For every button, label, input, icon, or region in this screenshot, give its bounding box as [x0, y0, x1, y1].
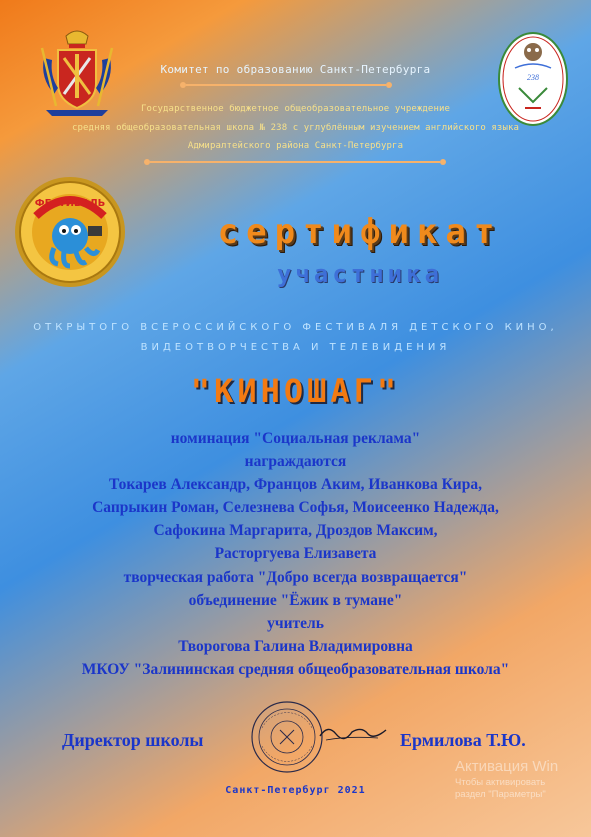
- participants-line-3: Сафокина Маргарита, Дроздов Максим,: [153, 522, 438, 539]
- ornament-dot: [180, 82, 186, 88]
- school-line-1: Государственное бюджетное общеобразовательное учреждение: [140, 104, 451, 114]
- watermark-title: Активация Win: [455, 758, 559, 775]
- festival-description-line-2: ВИДЕОТВОРЧЕСТВА И ТЕЛЕВИДЕНИЯ: [140, 342, 451, 353]
- ornament-dot: [386, 82, 392, 88]
- work-title-line: творческая работа "Добро всегда возвращается": [123, 569, 468, 586]
- certificate-subtitle: участника: [276, 260, 444, 288]
- participants-line-4: Расторгуева Елизавета: [214, 545, 377, 562]
- festival-badge: [14, 176, 126, 288]
- school-line-2: средняя общеобразовательная школа № 238 с углублённым изучением английского языка: [72, 123, 519, 133]
- ornament-divider: [150, 161, 440, 163]
- teacher-name: Творогова Галина Владимировна: [178, 638, 413, 655]
- participants-line-2: Сапрыкин Роман, Селезнева Софья, Моисеенко Надежда,: [92, 499, 499, 516]
- participants-line-1: Токарев Александр, Францов Аким, Иванкова Кира,: [109, 476, 482, 493]
- city-year: Санкт-Петербург 2021: [225, 785, 366, 796]
- director-name: Ермилова Т.Ю.: [400, 730, 526, 750]
- teacher-label: учитель: [267, 615, 324, 632]
- certificate-title: сертификат: [217, 212, 503, 252]
- nomination-line: номинация "Социальная реклама": [170, 430, 421, 447]
- school-logo-number: 238: [527, 73, 539, 82]
- director-signature: [318, 716, 388, 746]
- school-name-line: МКОУ "Залининская средняя общеобразовательная школа": [81, 661, 510, 678]
- badge-label: ФЕСТИВАЛЬ: [34, 198, 106, 209]
- school-line-3: Адмиралтейского района Санкт-Петербурга: [187, 141, 404, 151]
- awarded-line: награждаются: [244, 453, 347, 470]
- ornament-dot: [144, 159, 150, 165]
- watermark-line-1: Чтобы активировать: [455, 776, 546, 788]
- director-title: Директор школы: [62, 730, 204, 750]
- ornament-dot: [440, 159, 446, 165]
- festival-description-line-1: ОТКРЫТОГО ВСЕРОССИЙСКОГО ФЕСТИВАЛЯ ДЕТСКОГО КИНО,: [33, 322, 558, 333]
- ornament-divider: [186, 84, 386, 86]
- school-stamp: [250, 700, 324, 774]
- festival-name: "КИНОШАГ": [190, 372, 401, 410]
- activation-watermark: [455, 758, 558, 801]
- watermark-line-2: раздел "Параметры": [455, 788, 546, 800]
- club-line: объединение "Ёжик в тумане": [188, 592, 403, 609]
- committee-name: Комитет по образованию Санкт-Петербурга: [160, 63, 431, 76]
